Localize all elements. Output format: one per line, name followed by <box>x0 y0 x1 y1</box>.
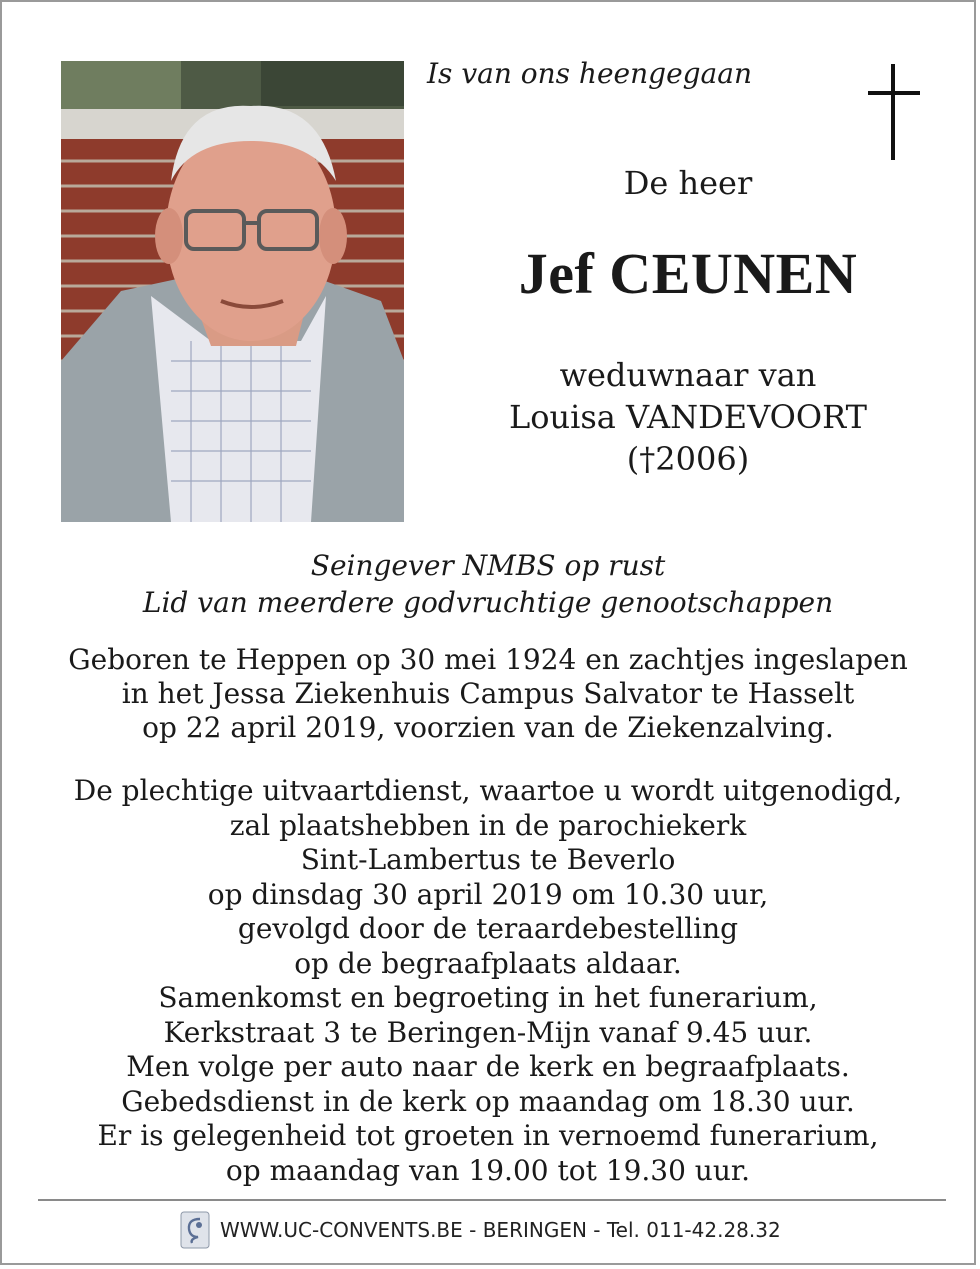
role-line: Seingever NMBS op rust <box>310 549 666 582</box>
text-line: Men volge per auto naar de kerk en begraafplaats. <box>126 1050 850 1083</box>
uc-convents-logo-icon <box>180 1211 210 1249</box>
text-line: op dinsdag 30 april 2019 om 10.30 uur, <box>207 877 769 911</box>
text-line: zal plaatshebben in de parochiekerk <box>229 808 747 842</box>
text-line: De plechtige uitvaartdienst, waartoe u wordt uitgenodigd, <box>73 774 903 807</box>
text-line: Gebedsdienst in de kerk op maandag om 18.30 uur. <box>121 1084 855 1118</box>
text-line: Kerkstraat 3 te Beringen-Mijn vanaf 9.45 uur. <box>163 1015 813 1049</box>
intro-text: Is van ons heengegaan <box>427 57 752 90</box>
spouse-death-year: (†2006) <box>626 440 750 478</box>
text-line: Sint-Lambertus te Beverlo <box>300 843 676 876</box>
text-line: op maandag van 19.00 tot 19.30 uur. <box>225 1153 751 1187</box>
birth-death-block <box>2 643 974 745</box>
text-line: gevolgd door de teraardebestelling <box>237 912 739 945</box>
footer-divider <box>38 1199 946 1201</box>
deceased-name: Jef CEUNEN <box>518 241 858 306</box>
text-line: op 22 april 2019, voorzien van de Ziekenzalving. <box>142 711 834 744</box>
text-line: Geboren te Heppen op 30 mei 1924 en zachtjes ingeslapen <box>68 643 908 676</box>
portrait-photo <box>61 61 404 522</box>
title-prefix: De heer <box>623 164 753 202</box>
spouse-block <box>402 354 974 480</box>
text-line: Er is gelegenheid tot groeten in vernoemd funerarium, <box>97 1119 879 1152</box>
text-line: op de begraafplaats aldaar. <box>294 946 682 980</box>
spouse-line: weduwnaar van <box>559 356 817 394</box>
funeral-details-block <box>2 774 974 1188</box>
footer-contact: WWW.UC-CONVENTS.BE - BERINGEN - Tel. 011-42.28.32 <box>220 1218 781 1242</box>
cross-icon <box>864 64 924 164</box>
text-line: Samenkomst en begroeting in het funerarium, <box>158 981 818 1014</box>
spouse-name: Louisa VANDEVOORT <box>509 398 867 436</box>
role-line: Lid van meerdere godvruchtige genootschappen <box>142 586 834 619</box>
footer <box>180 1210 781 1250</box>
roles-block <box>2 547 974 621</box>
text-line: in het Jessa Ziekenhuis Campus Salvator te Hasselt <box>121 677 855 710</box>
